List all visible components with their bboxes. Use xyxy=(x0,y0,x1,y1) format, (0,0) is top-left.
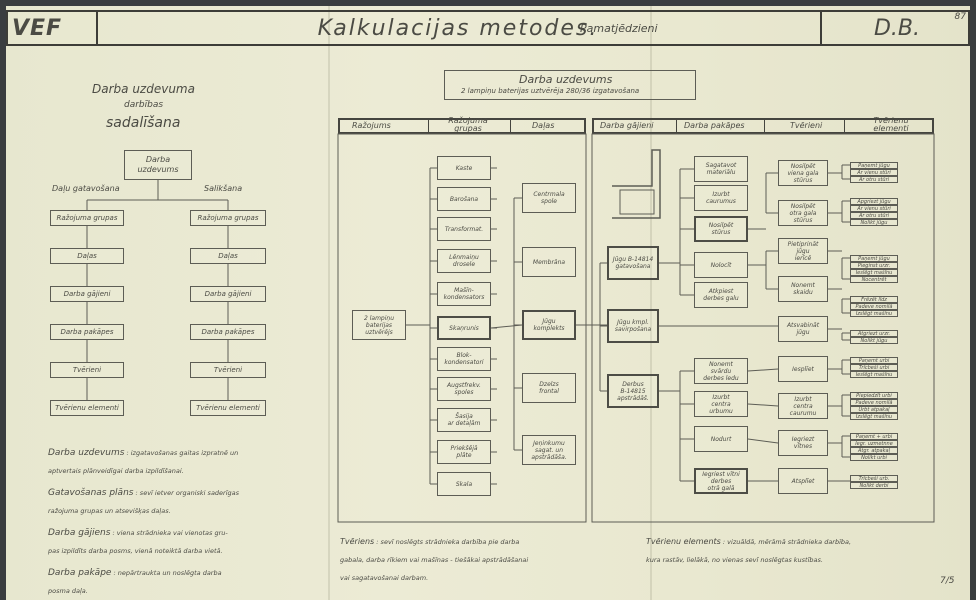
product-group-box: Priekšējā plāte xyxy=(437,440,491,464)
left-hierarchy-box: Daļas xyxy=(50,248,124,264)
def-term: Gatavošanas plāns xyxy=(48,488,134,498)
def-text: aptvertais plānveidīgai darba izpildīšanai. xyxy=(48,467,184,475)
work-stage-box: Nolocīt xyxy=(694,252,748,278)
grip-element-box: Paņemt jūgu xyxy=(850,255,898,262)
grip-element-box: Ar vienu stūri xyxy=(850,205,898,212)
work-stage-box: Nosilpēt stūrus xyxy=(694,216,748,242)
page-title: Kalkulacijas metodes. xyxy=(317,15,599,41)
def-term: Darba uzdevums xyxy=(48,448,125,458)
grip-element-box: Izslēgt mašīnu xyxy=(850,310,898,317)
grip-element-box: Atgr. atpakaļ xyxy=(850,447,898,454)
grip-element-box: Pieginst urzr. xyxy=(850,262,898,269)
grip-element-box: Trīcbeši urbi xyxy=(850,364,898,371)
grip-element-box: Nolikt jūgu xyxy=(850,337,898,344)
def-text: vai sagatavošanai darbam. xyxy=(340,574,429,582)
left-hierarchy-box: Tvērienu elementi xyxy=(50,400,124,416)
col-header: Tvērienu elementi xyxy=(873,116,909,133)
right-hierarchy-box: Darba pakāpes xyxy=(190,324,266,340)
grip-element-box: Ar otru stūri xyxy=(850,176,898,183)
document-code: D.B. xyxy=(820,12,972,44)
grip-element-box: Ieslēgt mašīnu xyxy=(850,371,898,378)
left-hierarchy-box: Ražojuma grupas xyxy=(50,210,124,226)
right-hierarchy-box: Darba gājieni xyxy=(190,286,266,302)
col-header: Darba gājieni xyxy=(600,121,654,130)
def-text: : sevī noslēgts strādnieka darbība pie darba xyxy=(376,538,520,546)
work-stage-box: Atkpiest derbes galu xyxy=(694,282,748,308)
left-hierarchy-box: Darba gājieni xyxy=(50,286,124,302)
right-hierarchy-box: Tvērieni xyxy=(190,362,266,378)
def-text: : viena strādnieka vai vienotas gru- xyxy=(112,529,228,537)
product-group-box: Blok- kondensatori xyxy=(437,347,491,371)
company-logo-text: VEF xyxy=(8,12,98,44)
def-text: kura rastāv, lielākā, no vienas sevī noslēgtas kustības. xyxy=(646,556,823,564)
work-pass-box: Derbus B-14815 apstrādāš. xyxy=(607,374,659,408)
grip-element-box: Iegr. uzmetnne xyxy=(850,440,898,447)
right-hierarchy-box: Ražojuma grupas xyxy=(190,210,266,226)
part-box: Jūgu komplekts xyxy=(522,310,576,340)
def-term: Darba pakāpe xyxy=(48,568,112,578)
def-text: ražojuma grupas un atsevišķas daļas. xyxy=(48,507,171,515)
right-hierarchy-box: Daļas xyxy=(190,248,266,264)
grip-element-box: Ar vienu stūri xyxy=(850,169,898,176)
work-stage-box: Nonemt svārdu derbes ledu xyxy=(694,358,748,384)
product-group-box: Mašīn- kondensators xyxy=(437,282,491,306)
grip-element-box: Padeve nomilā xyxy=(850,303,898,310)
part-box: Centrmala spole xyxy=(522,183,576,213)
grip-box: Iegriezt vītnes xyxy=(778,430,828,456)
product-group-box: Šasija ar detaļām xyxy=(437,408,491,432)
grip-box: Nosilpēt otra gala stūrus xyxy=(778,200,828,226)
product-group-box: Barošana xyxy=(437,187,491,211)
grip-element-box: Urbt atpakaļ xyxy=(850,406,898,413)
page-subtitle: Pamatjēdzieni xyxy=(580,21,658,35)
def-text: posma daļa. xyxy=(48,587,88,595)
col-header: Ražojuma grupas xyxy=(448,116,488,133)
grip-box: Atsplīet xyxy=(778,468,828,494)
grip-element-box: Apgriezt jūgu xyxy=(850,198,898,205)
right-branch-label: Salikšana xyxy=(204,184,243,193)
def-text: gabala, darba rīkiem vai mašīnas - tiešākai apstrādāšanai xyxy=(340,556,529,564)
def-text: : nepārtraukta un noslēgta darba xyxy=(113,569,222,577)
part-box: Dzelzs frontal xyxy=(522,373,576,403)
product-group-box: Skala xyxy=(437,472,491,496)
grip-box: Nosilpēt viena gala stūrus xyxy=(778,160,828,186)
left-branch-label: Daļu gatavošana xyxy=(52,184,120,193)
def-text: pas izpildīts darba posms, vienā noteiktā darba vietā. xyxy=(48,547,223,555)
task-subtitle: 2 lampiņu baterijas uztvērēja 280/36 izgatavošana xyxy=(461,87,640,95)
grip-element-box: Nolikt urbi xyxy=(850,454,898,461)
left-title-1: Darba uzdevuma xyxy=(92,82,195,96)
grip-box: Nonemt skaidu xyxy=(778,276,828,302)
product-box: 2 lampiņu baterijas uztvērējs xyxy=(352,310,406,340)
part-box: Jeņinkumu sagat. un apstrādāša. xyxy=(522,435,576,465)
product-group-box: Skaņrunis xyxy=(437,316,491,340)
work-pass-box: Jūgu B-14814 gatavošana xyxy=(607,246,659,280)
work-stage-box: Sagatavot materiālu xyxy=(694,156,748,182)
grip-element-box: Nolikt derbi xyxy=(850,482,898,489)
product-group-box: Kaste xyxy=(437,156,491,180)
right-hierarchy-box: Tvērienu elementi xyxy=(190,400,266,416)
part-box: Membrāna xyxy=(522,247,576,277)
grip-element-box: Ieslēgt mašīnu xyxy=(850,269,898,276)
grip-box: Iesplīet xyxy=(778,356,828,382)
grip-element-box: Izslēgt mašīnu xyxy=(850,413,898,420)
grip-element-box: Frēzēt līdz xyxy=(850,296,898,303)
grip-element-box: Paņemt + urbi xyxy=(850,433,898,440)
grip-element-box: Trīcbeši urb. xyxy=(850,475,898,482)
work-stage-box: Izurbt caurumus xyxy=(694,185,748,211)
grip-element-box: Atgriezt urzr. xyxy=(850,330,898,337)
corner-mark: 7/5 xyxy=(940,576,955,586)
product-group-box: Transformat. xyxy=(437,217,491,241)
grip-box: Pietiprināt jūgu ierīcē xyxy=(778,238,828,264)
task-title: Darba uzdevums xyxy=(519,73,613,86)
def-term: Tvēriens xyxy=(340,537,375,546)
def-text: : vizuāldā, mērāmā strādnieka darbība, xyxy=(722,538,852,546)
left-hierarchy-box: Darba pakāpes xyxy=(50,324,124,340)
product-group-box: Lēnmaiņu drosele xyxy=(437,249,491,273)
left-hierarchy-box: Tvērieni xyxy=(50,362,124,378)
def-text: : sevī ietver organiski saderīgas xyxy=(135,489,240,497)
grip-box: Atsvabināt jūgu xyxy=(778,316,828,342)
grip-box: Izurbt centra caurumu xyxy=(778,393,828,419)
left-title-3: sadalīšana xyxy=(106,115,181,131)
root-box: Darba uzdevums xyxy=(124,150,192,180)
left-title-2: darbības xyxy=(124,100,164,110)
grip-element-box: Nocentrēt xyxy=(850,276,898,283)
grip-element-box: Ar otru stūri xyxy=(850,212,898,219)
work-stage-box: Izurbt centra urbumu xyxy=(694,391,748,417)
grip-element-box: Paņemt urbi xyxy=(850,357,898,364)
col-header: Tvērieni xyxy=(790,121,823,130)
page-number: 87 xyxy=(954,12,966,22)
col-header: Darba pakāpes xyxy=(684,121,745,130)
grip-element-box: Padeve nomilā xyxy=(850,399,898,406)
def-term: Tvērienu elements xyxy=(646,537,721,546)
work-stage-box: Iegriest vītni derbes otrā galā xyxy=(694,468,748,494)
col-header: Ražojums xyxy=(352,121,391,130)
def-term: Darba gājiens xyxy=(48,528,111,538)
col-header: Daļas xyxy=(532,121,555,130)
work-stage-box: Nodurt xyxy=(694,426,748,452)
grip-element-box: Piepiedzīt urbi xyxy=(850,392,898,399)
def-text: : izgatavošanas gaitas izpratnē un xyxy=(126,449,239,457)
grip-element-box: Nolikt jūgu xyxy=(850,219,898,226)
grip-element-box: Paņemt jūgu xyxy=(850,162,898,169)
product-group-box: Augstfrekv. spoles xyxy=(437,377,491,401)
work-pass-box: Jūgu kmpl. savirpošana xyxy=(607,309,659,343)
